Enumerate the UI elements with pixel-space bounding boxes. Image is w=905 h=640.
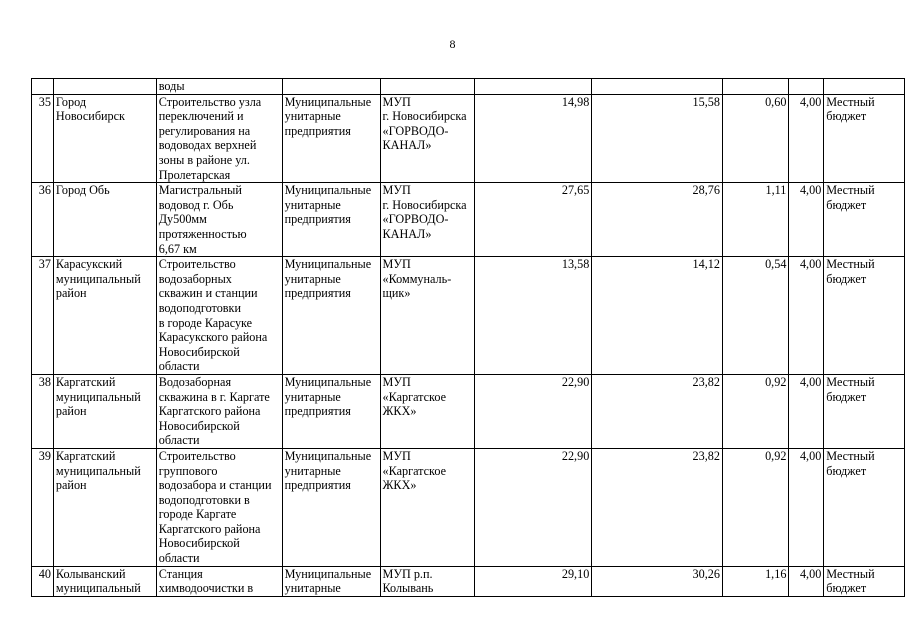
value-2-cell xyxy=(592,79,723,95)
project-line: Строительство xyxy=(158,448,236,463)
project-line: водозабора и станции xyxy=(158,478,272,493)
municipality-cell xyxy=(53,257,156,375)
table-row xyxy=(32,257,905,375)
org-type-line: унитарные xyxy=(284,581,341,596)
organization-line: МУП р.п. xyxy=(382,566,433,581)
value-1-cell xyxy=(475,566,592,596)
value-2-cell xyxy=(592,183,723,257)
project-line: Новосибирской xyxy=(158,536,240,551)
organization-line: ЖКХ» xyxy=(382,404,417,419)
project-line: 6,67 км xyxy=(158,241,197,256)
funding-source-line: бюджет xyxy=(826,389,867,404)
org-type-line: предприятия xyxy=(284,286,351,301)
project-line: Новосибирской xyxy=(158,418,240,433)
funding-source-line: Местный xyxy=(826,257,875,272)
org-type-line: Муниципальные xyxy=(284,566,372,581)
project-cell xyxy=(156,94,282,183)
municipality-line: район xyxy=(55,286,87,301)
investment-table xyxy=(31,78,905,597)
org-type-line: Муниципальные xyxy=(284,448,372,463)
value-1-cell xyxy=(475,79,592,95)
project-line: области xyxy=(158,551,200,566)
funding-source-line: бюджет xyxy=(826,581,867,596)
funding-source-line: бюджет xyxy=(826,197,867,212)
value-3: 1,11 xyxy=(765,183,787,198)
row-number: 39 xyxy=(38,448,51,463)
municipality-cell xyxy=(53,374,156,448)
organization-line: г. Новосибирска xyxy=(382,197,467,212)
organization-cell xyxy=(380,183,475,257)
organization-line: МУП xyxy=(382,94,411,109)
value-1: 13,58 xyxy=(561,257,590,272)
organization-line: МУП xyxy=(382,183,411,198)
project-cell xyxy=(156,183,282,257)
organization-line: «ГОРВОДО- xyxy=(382,123,449,138)
funding-source-line: бюджет xyxy=(826,463,867,478)
org-type-cell xyxy=(282,448,380,566)
value-4-cell xyxy=(789,79,824,95)
row-number-cell xyxy=(32,94,54,183)
value-1-cell xyxy=(475,183,592,257)
row-number-cell xyxy=(32,566,54,596)
funding-source-line: Местный xyxy=(826,183,875,198)
value-3-cell xyxy=(722,94,788,183)
municipality-line: Новосибирск xyxy=(55,109,125,124)
table-row xyxy=(32,374,905,448)
municipality-line: Каргатский xyxy=(55,448,116,463)
value-4: 4,00 xyxy=(799,374,822,389)
value-4-cell xyxy=(789,257,824,375)
value-1-cell xyxy=(475,374,592,448)
row-number: 38 xyxy=(38,374,51,389)
municipality-line: Город xyxy=(55,94,87,109)
municipality-line: Колыванский xyxy=(55,566,126,581)
project-cell xyxy=(156,257,282,375)
org-type-cell xyxy=(282,374,380,448)
value-2: 28,76 xyxy=(692,183,720,198)
project-line: водоподготовки в xyxy=(158,492,250,507)
value-1-cell xyxy=(475,448,592,566)
row-number-cell xyxy=(32,183,54,257)
project-line: Строительство узла xyxy=(158,94,262,109)
value-4: 4,00 xyxy=(799,448,822,463)
project-line: воды xyxy=(158,79,185,93)
project-line: области xyxy=(158,433,200,448)
municipality-cell xyxy=(53,94,156,183)
value-3: 0,92 xyxy=(765,448,787,463)
organization-cell xyxy=(380,94,475,183)
municipality-cell xyxy=(53,183,156,257)
table-row xyxy=(32,183,905,257)
organization-line: г. Новосибирска xyxy=(382,109,467,124)
org-type-line: унитарные xyxy=(284,197,341,212)
organization-line: Колывань xyxy=(382,581,434,596)
funding-source-line: Местный xyxy=(826,448,875,463)
organization-line: «Коммуналь- xyxy=(382,271,452,286)
value-1-cell xyxy=(475,94,592,183)
project-line: водовод г. Обь xyxy=(158,197,234,212)
project-line: химводоочистки в xyxy=(158,581,254,596)
table-row xyxy=(32,94,905,183)
org-type-cell xyxy=(282,566,380,596)
row-number: 37 xyxy=(38,257,51,272)
funding-source-cell xyxy=(824,374,905,448)
value-1: 14,98 xyxy=(561,94,590,109)
row-number: 35 xyxy=(38,94,51,109)
funding-source-line: Местный xyxy=(826,94,875,109)
value-1: 27,65 xyxy=(561,183,590,198)
project-line: скважин и станции xyxy=(158,286,258,301)
organization-cell xyxy=(380,79,475,95)
org-type-cell xyxy=(282,257,380,375)
funding-source-cell xyxy=(824,79,905,95)
value-2: 15,58 xyxy=(692,94,720,109)
value-4: 4,00 xyxy=(799,257,822,272)
value-3-cell xyxy=(722,448,788,566)
municipality-cell xyxy=(53,566,156,596)
funding-source-line: Местный xyxy=(826,374,875,389)
value-3-cell xyxy=(722,79,788,95)
municipality-cell xyxy=(53,448,156,566)
organization-line: ЖКХ» xyxy=(382,478,417,493)
table-row-continuation xyxy=(32,79,905,95)
municipality-line: район xyxy=(55,404,87,419)
row-number-cell xyxy=(32,374,54,448)
municipality-line: муниципальный xyxy=(55,581,141,596)
municipality-line: район xyxy=(55,478,87,493)
row-number-cell xyxy=(32,448,54,566)
value-2-cell xyxy=(592,94,723,183)
project-line: водозаборных xyxy=(158,271,232,286)
municipality-line: Город Обь xyxy=(55,183,110,198)
org-type-line: предприятия xyxy=(284,478,351,493)
municipality-line: муниципальный xyxy=(55,271,141,286)
value-3: 1,16 xyxy=(765,566,787,581)
organization-line: МУП xyxy=(382,257,411,272)
row-number: 36 xyxy=(38,183,51,198)
project-line: Пролетарская xyxy=(158,167,231,182)
project-line: городе Каргате xyxy=(158,507,237,522)
organization-cell xyxy=(380,257,475,375)
org-type-line: предприятия xyxy=(284,404,351,419)
table-row xyxy=(32,566,905,596)
org-type-cell xyxy=(282,183,380,257)
project-line: области xyxy=(158,359,200,374)
org-type-line: унитарные xyxy=(284,463,341,478)
value-3-cell xyxy=(722,183,788,257)
funding-source-cell xyxy=(824,257,905,375)
org-type-line: Муниципальные xyxy=(284,183,372,198)
value-4: 4,00 xyxy=(799,94,822,109)
value-2: 30,26 xyxy=(692,566,720,581)
project-line: Карасукского района xyxy=(158,330,268,345)
funding-source-cell xyxy=(824,566,905,596)
value-3-cell xyxy=(722,566,788,596)
value-4-cell xyxy=(789,374,824,448)
value-4-cell xyxy=(789,183,824,257)
organization-line: МУП xyxy=(382,448,411,463)
org-type-line: предприятия xyxy=(284,123,351,138)
value-1: 22,90 xyxy=(561,374,590,389)
org-type-line: предприятия xyxy=(284,212,351,227)
page-number: 8 xyxy=(449,37,456,51)
project-line: Магистральный xyxy=(158,183,242,198)
org-type-cell xyxy=(282,94,380,183)
project-line: Строительство xyxy=(158,257,236,272)
row-number-cell xyxy=(32,257,54,375)
funding-source-cell xyxy=(824,183,905,257)
project-line: группового xyxy=(158,463,218,478)
value-2-cell xyxy=(592,448,723,566)
project-line: зоны в районе ул. xyxy=(158,152,250,167)
organization-line: КАНАЛ» xyxy=(382,138,432,153)
org-type-line: унитарные xyxy=(284,389,341,404)
project-line: Новосибирской xyxy=(158,344,240,359)
row-number-cell xyxy=(32,79,54,95)
value-3: 0,92 xyxy=(765,374,787,389)
table-body xyxy=(32,79,905,597)
value-4-cell xyxy=(789,566,824,596)
project-line: регулирования на xyxy=(158,123,251,138)
value-2: 23,82 xyxy=(692,374,720,389)
value-3-cell xyxy=(722,257,788,375)
funding-source-line: бюджет xyxy=(826,271,867,286)
org-type-cell xyxy=(282,79,380,95)
value-1: 22,90 xyxy=(561,448,590,463)
funding-source-cell xyxy=(824,448,905,566)
project-line: в городе Карасуке xyxy=(158,315,253,330)
organization-line: «Каргатское xyxy=(382,389,447,404)
project-line: водоводах верхней xyxy=(158,138,257,153)
value-3: 0,54 xyxy=(765,257,787,272)
value-4-cell xyxy=(789,448,824,566)
project-cell xyxy=(156,448,282,566)
value-2-cell xyxy=(592,566,723,596)
organization-line: щик» xyxy=(382,286,411,301)
project-cell xyxy=(156,566,282,596)
organization-line: КАНАЛ» xyxy=(382,226,432,241)
project-cell xyxy=(156,79,282,95)
project-line: Водозаборная xyxy=(158,374,232,389)
municipality-line: Карасукский xyxy=(55,257,123,272)
org-type-line: Муниципальные xyxy=(284,94,372,109)
funding-source-line: Местный xyxy=(826,566,875,581)
municipality-line: муниципальный xyxy=(55,463,141,478)
org-type-line: Муниципальные xyxy=(284,257,372,272)
value-3-cell xyxy=(722,374,788,448)
funding-source-cell xyxy=(824,94,905,183)
project-cell xyxy=(156,374,282,448)
value-1-cell xyxy=(475,257,592,375)
organization-cell xyxy=(380,448,475,566)
municipality-cell xyxy=(53,79,156,95)
project-line: Каргатского района xyxy=(158,404,261,419)
project-line: Станция xyxy=(158,566,203,581)
value-1: 29,10 xyxy=(561,566,590,581)
project-line: Ду500мм xyxy=(158,212,207,227)
municipality-line: Каргатский xyxy=(55,374,116,389)
funding-source-line: бюджет xyxy=(826,109,867,124)
organization-cell xyxy=(380,374,475,448)
org-type-line: унитарные xyxy=(284,109,341,124)
value-4: 4,00 xyxy=(799,183,822,198)
project-line: протяженностью xyxy=(158,226,247,241)
value-4-cell xyxy=(789,94,824,183)
value-2: 14,12 xyxy=(692,257,720,272)
value-2: 23,82 xyxy=(692,448,720,463)
organization-cell xyxy=(380,566,475,596)
value-4: 4,00 xyxy=(799,566,822,581)
project-line: скважина в г. Каргате xyxy=(158,389,270,404)
project-line: переключений и xyxy=(158,109,244,124)
value-2-cell xyxy=(592,374,723,448)
org-type-line: унитарные xyxy=(284,271,341,286)
project-line: Каргатского района xyxy=(158,521,261,536)
organization-line: «Каргатское xyxy=(382,463,447,478)
organization-line: «ГОРВОДО- xyxy=(382,212,449,227)
value-2-cell xyxy=(592,257,723,375)
organization-line: МУП xyxy=(382,374,411,389)
municipality-line: муниципальный xyxy=(55,389,141,404)
org-type-line: Муниципальные xyxy=(284,374,372,389)
value-3: 0,60 xyxy=(765,94,787,109)
project-line: водоподготовки xyxy=(158,300,241,315)
table-row xyxy=(32,448,905,566)
row-number: 40 xyxy=(38,566,51,581)
